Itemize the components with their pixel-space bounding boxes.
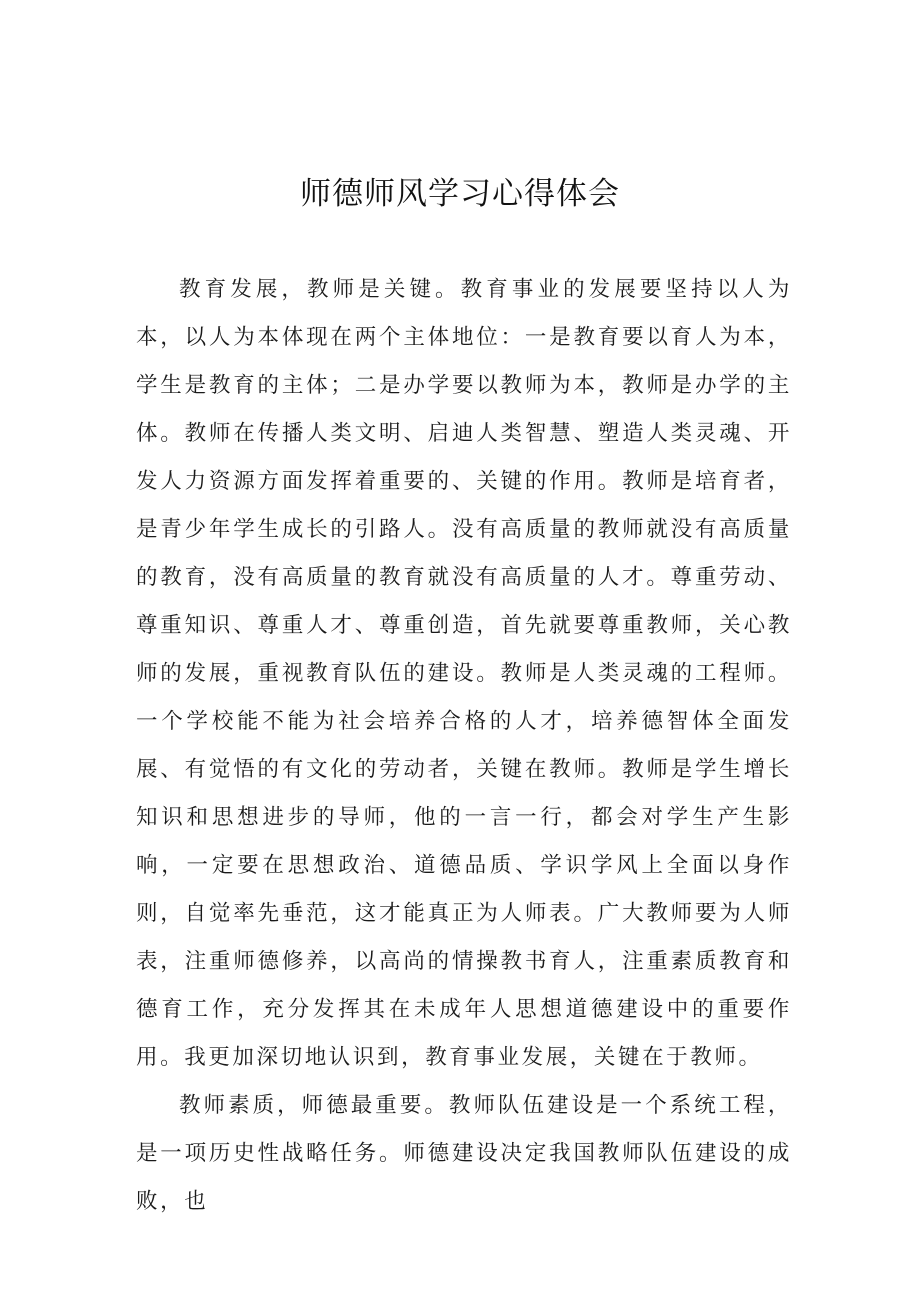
paragraph-2: 教师素质，师德最重要。教师队伍建设是一个系统工程，是一项历史性战略任务。师德建设决定我国教师队伍建设的成败，也 bbox=[136, 1093, 792, 1214]
document-body-section-2 bbox=[136, 1082, 792, 1226]
document-body-section-1 bbox=[136, 266, 792, 1082]
paragraph-1: 教育发展，教师是关键。教育事业的发展要坚持以人为本，以人为本体现在两个主体地位：一是教育要以育人为本，学生是教育的主体；二是办学要以教师为本，教师是办学的主体。教师在传播人类文明、启迪人类智慧、塑造人类灵魂、开发人力资源方面发挥着重要的、关键的作用。教师是培育者，是青少年学生成长的引路人。没有高质量的教师就没有高质量的教育，没有高质量的教育就没有高质量的人才。尊重劳动、尊重知识、尊重人才、尊重创造，首先就要尊重教师，关心教师的发展，重视教育队伍的建设。教师是人类灵魂的工程师。一个学校能不能为社会培养合格的人才，培养德智体全面发展、有觉悟的有文化的劳动者，关键在教师。教师是学生增长知识和思想进步的导师，他的一言一行，都会对学生产生影响，一定要在思想政治、道德品质、学识学风上全面以身作则，自觉率先垂范，这才能真正为人师表。广大教师要为人师表，注重师德修养，以高尚的情操教书育人，注重素质教育和德育工作，充分发挥其在未成年人思想道德建设中的重要作用。我更加深切地认识到，教育事业发展，关键在于教师。 bbox=[136, 277, 792, 1070]
document-title: 师德师风学习心得体会 bbox=[300, 176, 620, 212]
